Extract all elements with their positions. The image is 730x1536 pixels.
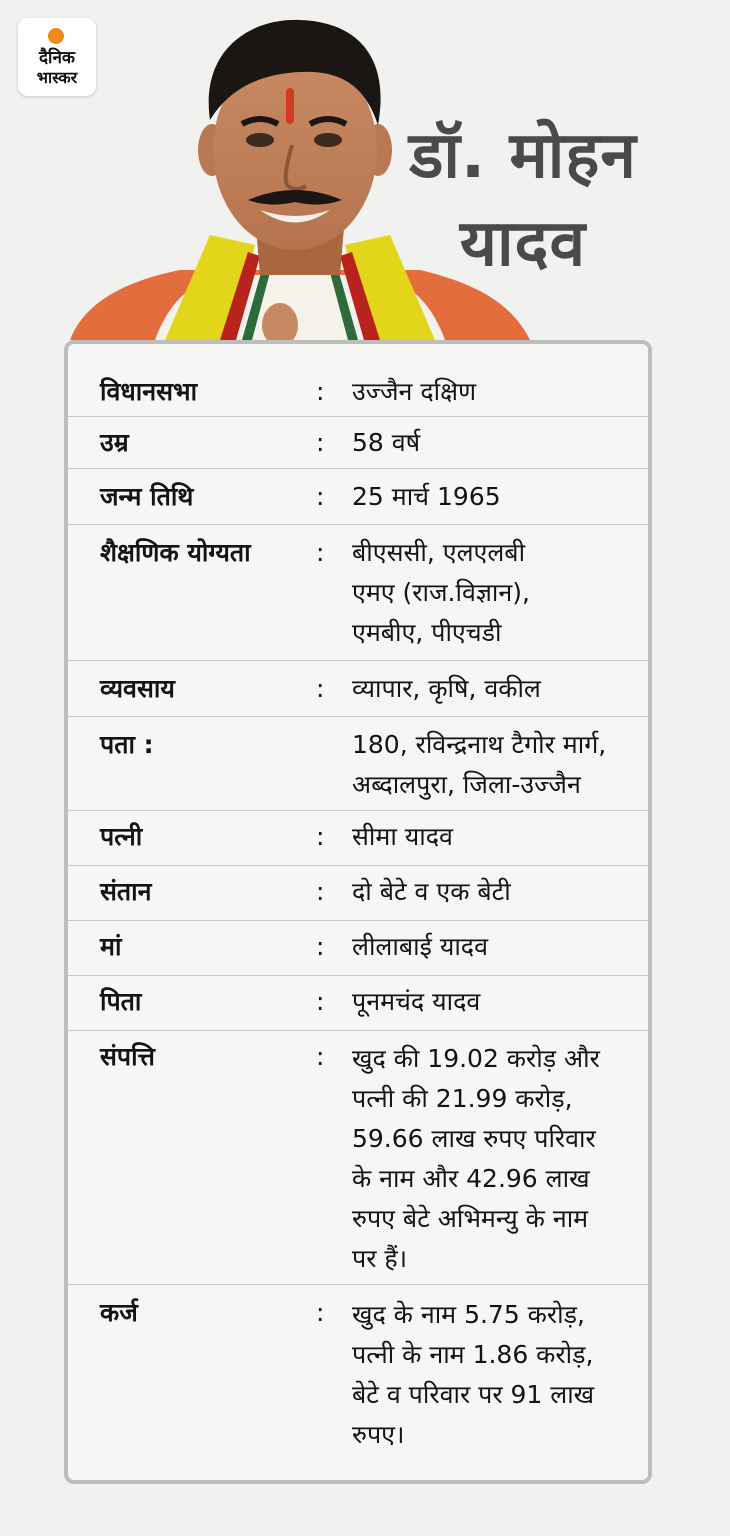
row-label: कर्ज	[100, 1298, 138, 1327]
row-label: पता :	[100, 730, 154, 759]
logo-text-line1: दैनिक	[39, 48, 75, 68]
row-label: विधानसभा	[100, 377, 198, 406]
row-label: पिता	[100, 987, 142, 1016]
row-colon: :	[316, 1298, 325, 1327]
row-colon: :	[316, 538, 325, 567]
row-value: बीएससी, एलएलबी एमए (राज.विज्ञान), एमबीए, पीएचडी	[352, 538, 530, 647]
row-colon: :	[316, 377, 325, 406]
table-row-debt	[68, 1284, 648, 1481]
row-value: सीमा यादव	[352, 822, 453, 851]
table-row-constituency	[68, 364, 648, 416]
row-label: संतान	[100, 877, 152, 906]
table-row-address	[68, 716, 648, 811]
row-colon: :	[316, 877, 325, 906]
row-colon: :	[316, 987, 325, 1016]
row-colon: :	[316, 822, 325, 851]
row-value: खुद की 19.02 करोड़ और पत्नी की 21.99 करोड़, 59.66 लाख रुपए परिवार के नाम और 42.96 लाख रुपए बेटे अभिमन्यु के नाम पर हैं।	[352, 1044, 600, 1273]
table-row-mother	[68, 920, 648, 976]
row-value: दो बेटे व एक बेटी	[352, 877, 511, 906]
table-row-birthdate	[68, 468, 648, 525]
row-value: 25 मार्च 1965	[352, 482, 501, 511]
table-row-age	[68, 416, 648, 469]
profile-table	[64, 340, 652, 1484]
row-value: 180, रविन्द्रनाथ टैगोर मार्ग, अब्दालपुरा, जिला-उज्जैन	[352, 730, 607, 799]
row-colon: :	[316, 674, 325, 703]
row-colon: :	[316, 932, 325, 961]
logo-text-line2: भास्कर	[36, 68, 78, 87]
row-colon: :	[316, 428, 325, 457]
row-value: पूनमचंद यादव	[352, 987, 481, 1016]
row-label: मां	[100, 932, 122, 961]
page-title	[378, 112, 668, 288]
row-label: संपत्ति	[100, 1042, 155, 1071]
table-row-children	[68, 865, 648, 921]
table-row-occupation	[68, 660, 648, 717]
title-line-1: डॉ. मोहन	[409, 119, 637, 193]
row-value: उज्जैन दक्षिण	[352, 377, 477, 406]
row-colon: :	[316, 482, 325, 511]
row-value: खुद के नाम 5.75 करोड़, पत्नी के नाम 1.86 करोड़, बेटे व परिवार पर 91 लाख रुपए।	[352, 1300, 595, 1449]
table-row-assets	[68, 1030, 648, 1285]
table-row-education	[68, 524, 648, 661]
table-row-father	[68, 975, 648, 1031]
row-value: लीलाबाई यादव	[352, 932, 488, 961]
row-label: जन्म तिथि	[100, 482, 194, 511]
table-row-wife	[68, 810, 648, 866]
row-value: व्यापार, कृषि, वकील	[352, 674, 541, 703]
row-value: 58 वर्ष	[352, 428, 421, 457]
row-label: पत्नी	[100, 822, 143, 851]
row-label: शैक्षणिक योग्यता	[100, 538, 251, 567]
row-label: उम्र	[100, 428, 129, 457]
row-label: व्यवसाय	[100, 674, 175, 703]
title-line-2: यादव	[459, 207, 587, 281]
row-colon: :	[316, 1042, 325, 1071]
